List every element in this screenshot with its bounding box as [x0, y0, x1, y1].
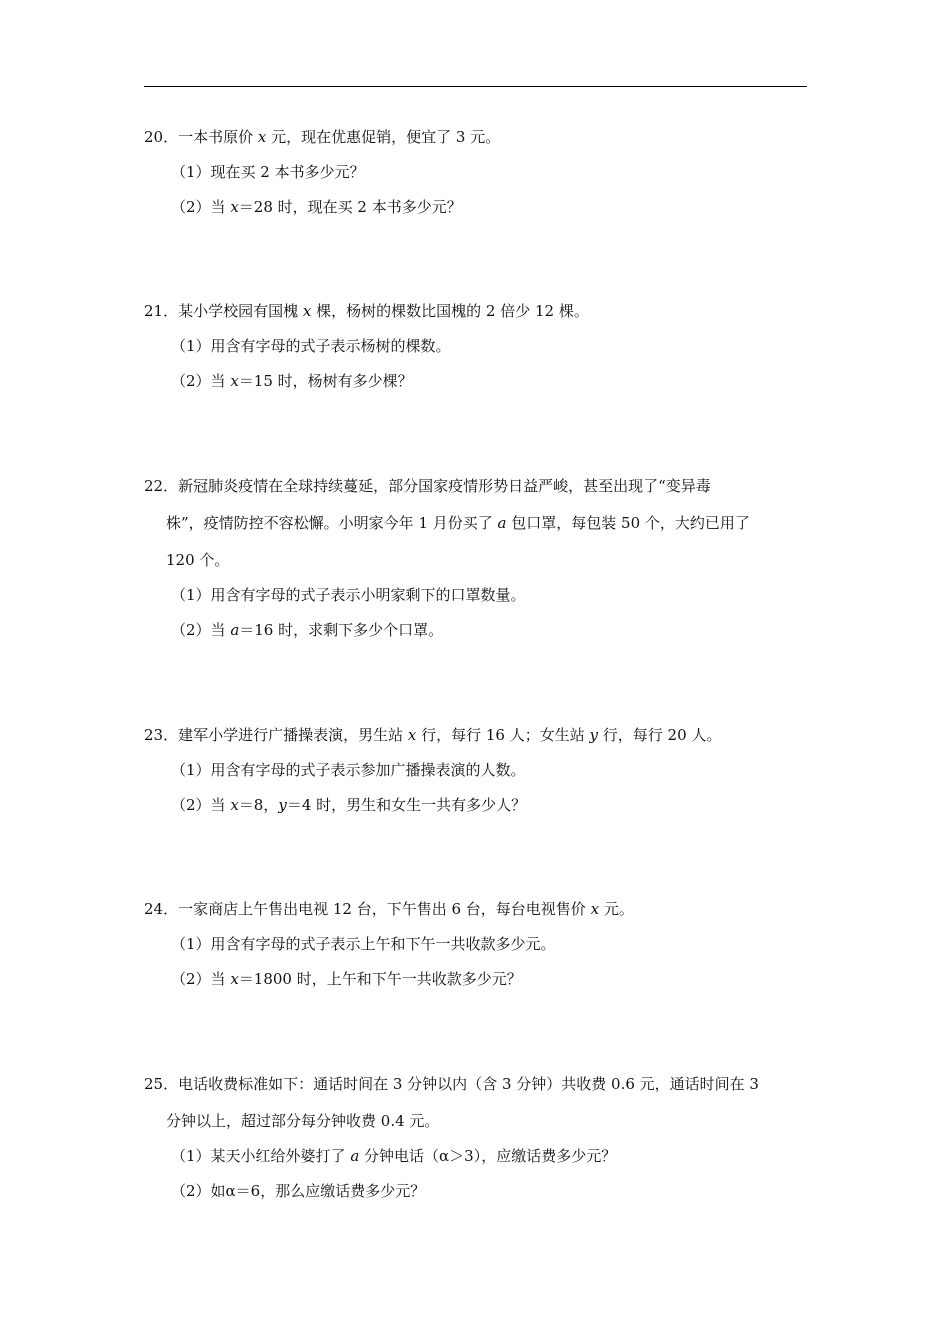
text-segment: ＝28 时，现在买 2 本书多少元？ [238, 198, 462, 216]
problem-21 [144, 302, 808, 390]
text-segment: （1）用含有字母的式子表示上午和下午一共收款多少元。 [171, 935, 556, 953]
problem-number: 21． [144, 302, 179, 320]
problem-22 [144, 477, 808, 639]
sub-question-2 [144, 198, 808, 216]
text-segment: （2）当 [171, 198, 231, 216]
math-variable: x [230, 198, 239, 216]
problem-stem [144, 477, 808, 495]
text-segment: ＝1800 时，上午和下午一共收款多少元？ [238, 970, 522, 988]
sub-question-2 [144, 621, 808, 639]
text-segment: （2）当 [171, 796, 231, 814]
math-variable: a [497, 514, 507, 532]
text-segment: （1）现在买 2 本书多少元？ [171, 163, 365, 181]
sub-question-1 [144, 761, 808, 779]
sub-question-1 [144, 935, 808, 953]
text-segment: （1）用含有字母的式子表示杨树的棵数。 [171, 337, 451, 355]
problem-stem-continued [144, 1112, 808, 1130]
math-variable: x [257, 128, 267, 146]
math-variable: x [230, 796, 239, 814]
problem-number: 20． [144, 128, 179, 146]
text-segment: 元，现在优惠促销，便宜了 3 元。 [266, 128, 501, 146]
header-rule [144, 86, 807, 87]
text-segment: ＝15 时，杨树有多少棵？ [238, 372, 413, 390]
text-segment: 分钟以上，超过部分每分钟收费 0.4 元。 [166, 1112, 440, 1130]
text-segment: ＝16 时，求剩下多少个口罩。 [239, 621, 444, 639]
math-variable: x [407, 726, 417, 744]
sub-question-1 [144, 1147, 808, 1165]
problem-stem-continued [144, 514, 808, 532]
text-segment: 电话收费标准如下：通话时间在 3 分钟以内（含 3 分钟）共收费 0.6 元，通话时间在 3 [178, 1075, 759, 1093]
math-variable: y [278, 796, 287, 814]
text-segment: （1）用含有字母的式子表示小明家剩下的口罩数量。 [171, 586, 526, 604]
problem-number: 22． [144, 477, 179, 495]
problem-stem [144, 1075, 808, 1093]
math-variable: y [589, 726, 598, 744]
math-variable: x [302, 302, 312, 320]
sub-question-2 [144, 796, 808, 814]
text-segment: 棵，杨树的棵数比国槐的 2 倍少 12 棵。 [311, 302, 589, 320]
text-segment: 某小学校园有国槐 [178, 302, 303, 320]
math-variable: x [590, 900, 600, 918]
sub-question-1 [144, 163, 808, 181]
problem-23 [144, 726, 808, 814]
text-segment: 新冠肺炎疫情在全球持续蔓延，部分国家疫情形势日益严峻，甚至出现了“变异毒 [178, 477, 711, 495]
text-segment: 一本书原价 [178, 128, 258, 146]
text-segment: 一家商店上午售出电视 12 台，下午售出 6 台，每台电视售价 [178, 900, 591, 918]
problem-stem [144, 302, 808, 320]
problem-24 [144, 900, 808, 988]
sub-question-1 [144, 337, 808, 355]
text-segment: 行，每行 16 人；女生站 [416, 726, 590, 744]
text-segment: ＝8， [238, 796, 279, 814]
sub-question-1 [144, 586, 808, 604]
text-segment: 元。 [599, 900, 634, 918]
problem-number: 24． [144, 900, 179, 918]
text-segment: （2）当 [171, 372, 231, 390]
text-segment: 株”，疫情防控不容松懈。小明家今年 1 月份买了 [166, 514, 498, 532]
text-segment: 包口罩，每包装 50 个，大约已用了 [506, 514, 750, 532]
sub-question-2 [144, 372, 808, 390]
text-segment: （2）如α＝6，那么应缴话费多少元？ [171, 1182, 426, 1200]
problem-stem-continued [144, 551, 808, 569]
problem-stem [144, 900, 808, 918]
problem-number: 25． [144, 1075, 179, 1093]
text-segment: （1）某天小红给外婆打了 [171, 1147, 351, 1165]
text-segment: （2）当 [171, 970, 231, 988]
text-segment: ＝4 时，男生和女生一共有多少人？ [286, 796, 527, 814]
problem-stem [144, 726, 808, 744]
sub-question-2 [144, 1182, 808, 1200]
problem-25 [144, 1075, 808, 1200]
text-segment: 建军小学进行广播操表演，男生站 [178, 726, 408, 744]
text-segment: （2）当 [171, 621, 231, 639]
text-segment: 120 个。 [166, 551, 230, 569]
sub-question-2 [144, 970, 808, 988]
math-variable: x [230, 372, 239, 390]
problem-stem [144, 128, 808, 146]
text-segment: （1）用含有字母的式子表示参加广播操表演的人数。 [171, 761, 526, 779]
text-segment: 行，每行 20 人。 [598, 726, 722, 744]
math-variable: x [230, 970, 239, 988]
math-variable: a [230, 621, 240, 639]
problem-number: 23． [144, 726, 179, 744]
problem-20 [144, 128, 808, 216]
math-variable: a [350, 1147, 360, 1165]
text-segment: 分钟电话（α＞3），应缴话费多少元？ [359, 1147, 617, 1165]
